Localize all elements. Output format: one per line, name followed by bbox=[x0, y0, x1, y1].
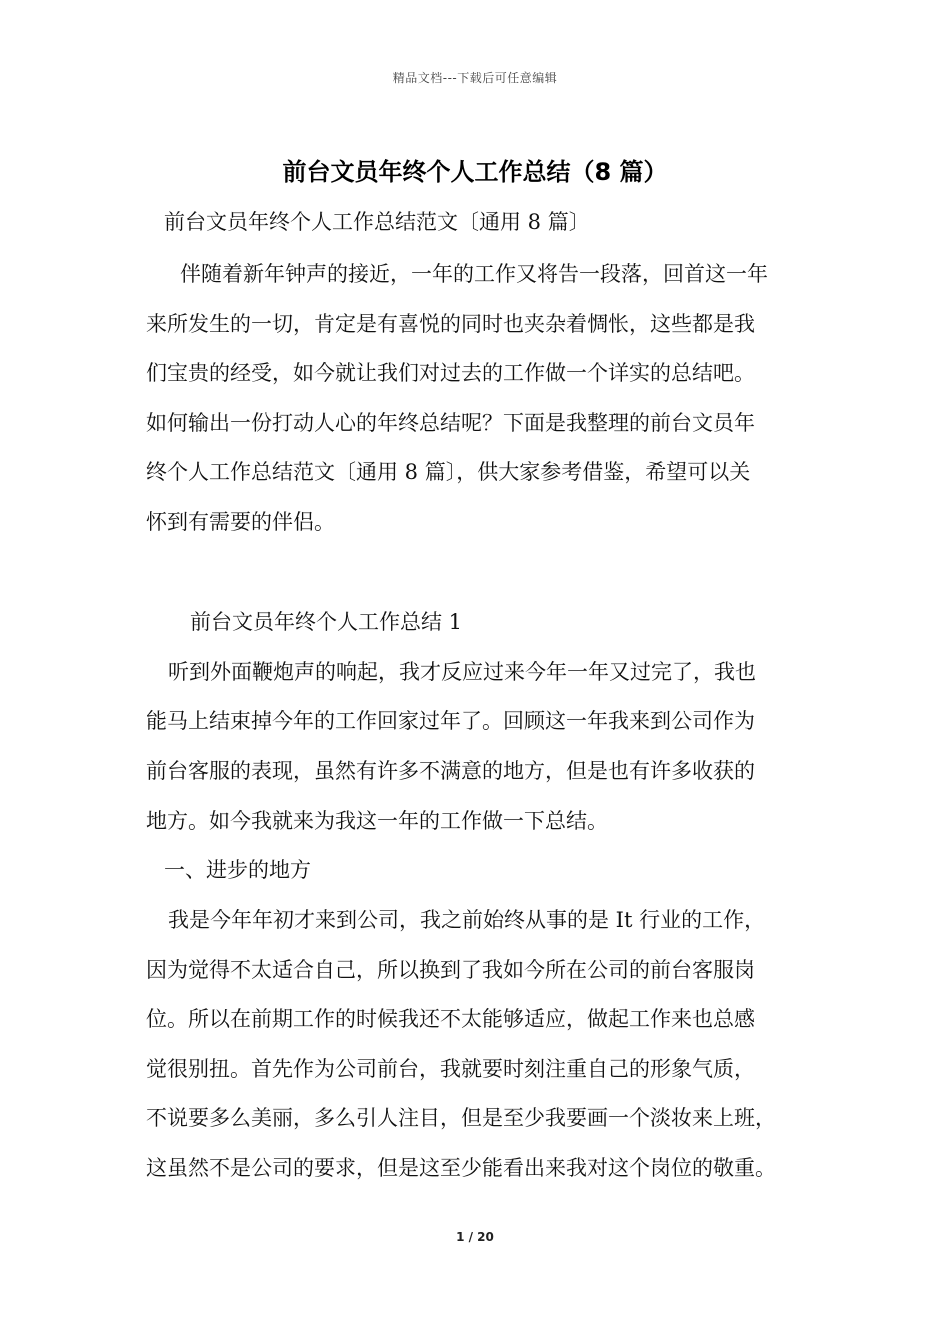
paragraph-line: 觉很别扭。首先作为公司前台，我就要时刻注重自己的形象气质， bbox=[146, 1057, 755, 1081]
paragraph-line: 听到外面鞭炮声的响起，我才反应过来今年一年又过完了，我也 bbox=[168, 660, 756, 684]
page-number: 1 / 20 bbox=[456, 1230, 494, 1244]
paragraph-line: 因为觉得不太适合自己，所以换到了我如今所在公司的前台客服岗 bbox=[146, 958, 755, 982]
paragraph-line: 我是今年年初才来到公司，我之前始终从事的是 It 行业的工作， bbox=[168, 908, 766, 932]
paragraph-line: 前台客服的表现，虽然有许多不满意的地方，但是也有许多收获的 bbox=[146, 759, 755, 783]
paragraph-line: 能马上结束掉今年的工作回家过年了。回顾这一年我来到公司作为 bbox=[146, 709, 755, 733]
paragraph-line: 终个人工作总结范文〔通用 8 篇〕，供大家参考借鉴，希望可以关 bbox=[146, 460, 751, 484]
paragraph-line: 如何输出一份打动人心的年终总结呢？下面是我整理的前台文员年 bbox=[146, 411, 755, 435]
paragraph-line: 们宝贵的经受，如今就让我们对过去的工作做一个详实的总结吧。 bbox=[146, 361, 755, 385]
subtitle-line: 前台文员年终个人工作总结范文〔通用 8 篇〕 bbox=[164, 210, 590, 234]
paragraph-line: 伴随着新年钟声的接近，一年的工作又将告一段落，回首这一年 bbox=[180, 262, 768, 286]
subsection-heading: 一、进步的地方 bbox=[164, 858, 311, 882]
paragraph-line: 怀到有需要的伴侣。 bbox=[146, 510, 335, 534]
section-heading: 前台文员年终个人工作总结 1 bbox=[190, 610, 463, 634]
page-header: 精品文档---下载后可任意编辑 bbox=[392, 71, 558, 85]
paragraph-line: 来所发生的一切，肯定是有喜悦的同时也夹杂着惆怅，这些都是我 bbox=[146, 312, 755, 336]
paragraph-line: 这虽然不是公司的要求，但是这至少能看出来我对这个岗位的敬重。 bbox=[146, 1156, 776, 1180]
paragraph-line: 位。所以在前期工作的时候我还不太能够适应，做起工作来也总感 bbox=[146, 1007, 755, 1031]
paragraph-line: 不说要多么美丽，多么引人注目，但是至少我要画一个淡妆来上班， bbox=[146, 1106, 776, 1130]
paragraph-line: 地方。如今我就来为我这一年的工作做一下总结。 bbox=[146, 809, 608, 833]
document-title: 前台文员年终个人工作总结（8 篇） bbox=[282, 158, 668, 186]
